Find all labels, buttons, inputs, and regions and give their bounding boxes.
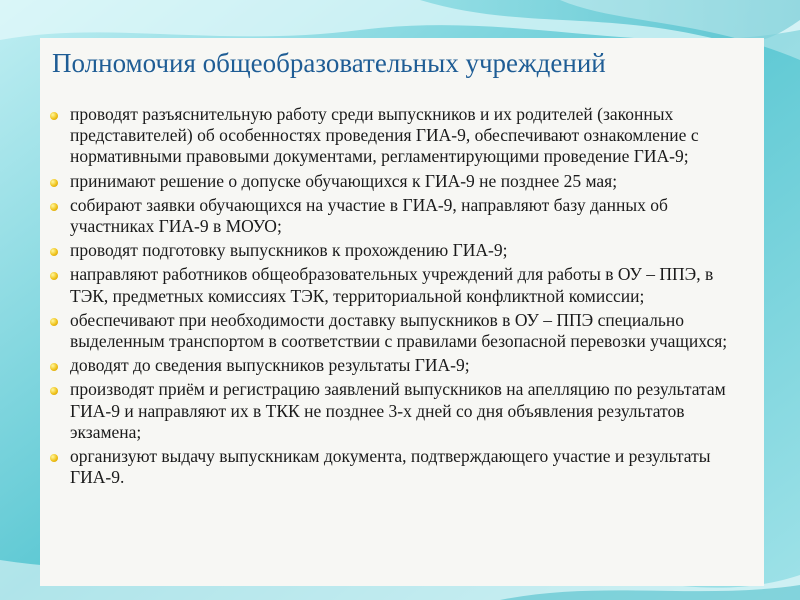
slide-title: Полномочия общеобразовательных учреждений (52, 48, 606, 78)
bullet-item (50, 379, 740, 443)
bullet-item (50, 310, 740, 352)
bullet-dot-icon (50, 272, 58, 280)
bullet-item (50, 240, 740, 261)
bullet-text: производят приём и регистрацию заявлений выпускников на апелляцию по результатам ГИА-9 и направляют их в ТКК не позднее 3-х дней со дня объявления результатов экзамена; (70, 379, 726, 442)
bullet-text: проводят разъяснительную работу среди выпускников и их родителей (законных представителей) об особенностях проведения ГИА-9, обеспечивают ознакомление с нормативными правовыми документами, регламентирующими проведение ГИА-9; (70, 104, 699, 167)
bullet-text: организуют выдачу выпускникам документа, подтверждающего участие и результаты ГИА-9. (70, 446, 711, 488)
bullet-dot-icon (50, 454, 58, 462)
bullet-dot-icon (50, 387, 58, 395)
bullet-dot-icon (50, 248, 58, 256)
bullet-item (50, 171, 740, 192)
bullet-dot-icon (50, 363, 58, 371)
bullet-dot-icon (50, 112, 58, 120)
bullet-list (50, 104, 740, 491)
bullet-text: обеспечивают при необходимости доставку выпускников в ОУ – ППЭ специально выделенным транспортом в соответствии с правилами безопасной перевозки учащихся; (70, 309, 728, 352)
bullet-dot-icon (50, 203, 58, 211)
bullet-text: проводят подготовку выпускников к прохождению ГИА-9; (70, 240, 508, 261)
bullet-dot-icon (50, 179, 58, 187)
bullet-item (50, 446, 740, 488)
bullet-text: собирают заявки обучающихся на участие в ГИА-9, направляют базу данных об участниках ГИА-9 в МОУО; (70, 194, 668, 237)
bullet-text: направляют работников общеобразовательных учреждений для работы в ОУ – ППЭ, в ТЭК, предметных комиссиях ТЭК, территориальной конфликтной комиссии; (70, 264, 714, 306)
bullet-dot-icon (50, 318, 58, 326)
bullet-text: доводят до сведения выпускников результаты ГИА-9; (70, 355, 470, 376)
bullet-text: принимают решение о допуске обучающихся к ГИА-9 не позднее 25 мая; (70, 170, 618, 191)
bullet-item (50, 195, 740, 237)
bullet-item (50, 264, 740, 306)
bullet-item (50, 355, 740, 376)
bullet-item (50, 104, 740, 168)
